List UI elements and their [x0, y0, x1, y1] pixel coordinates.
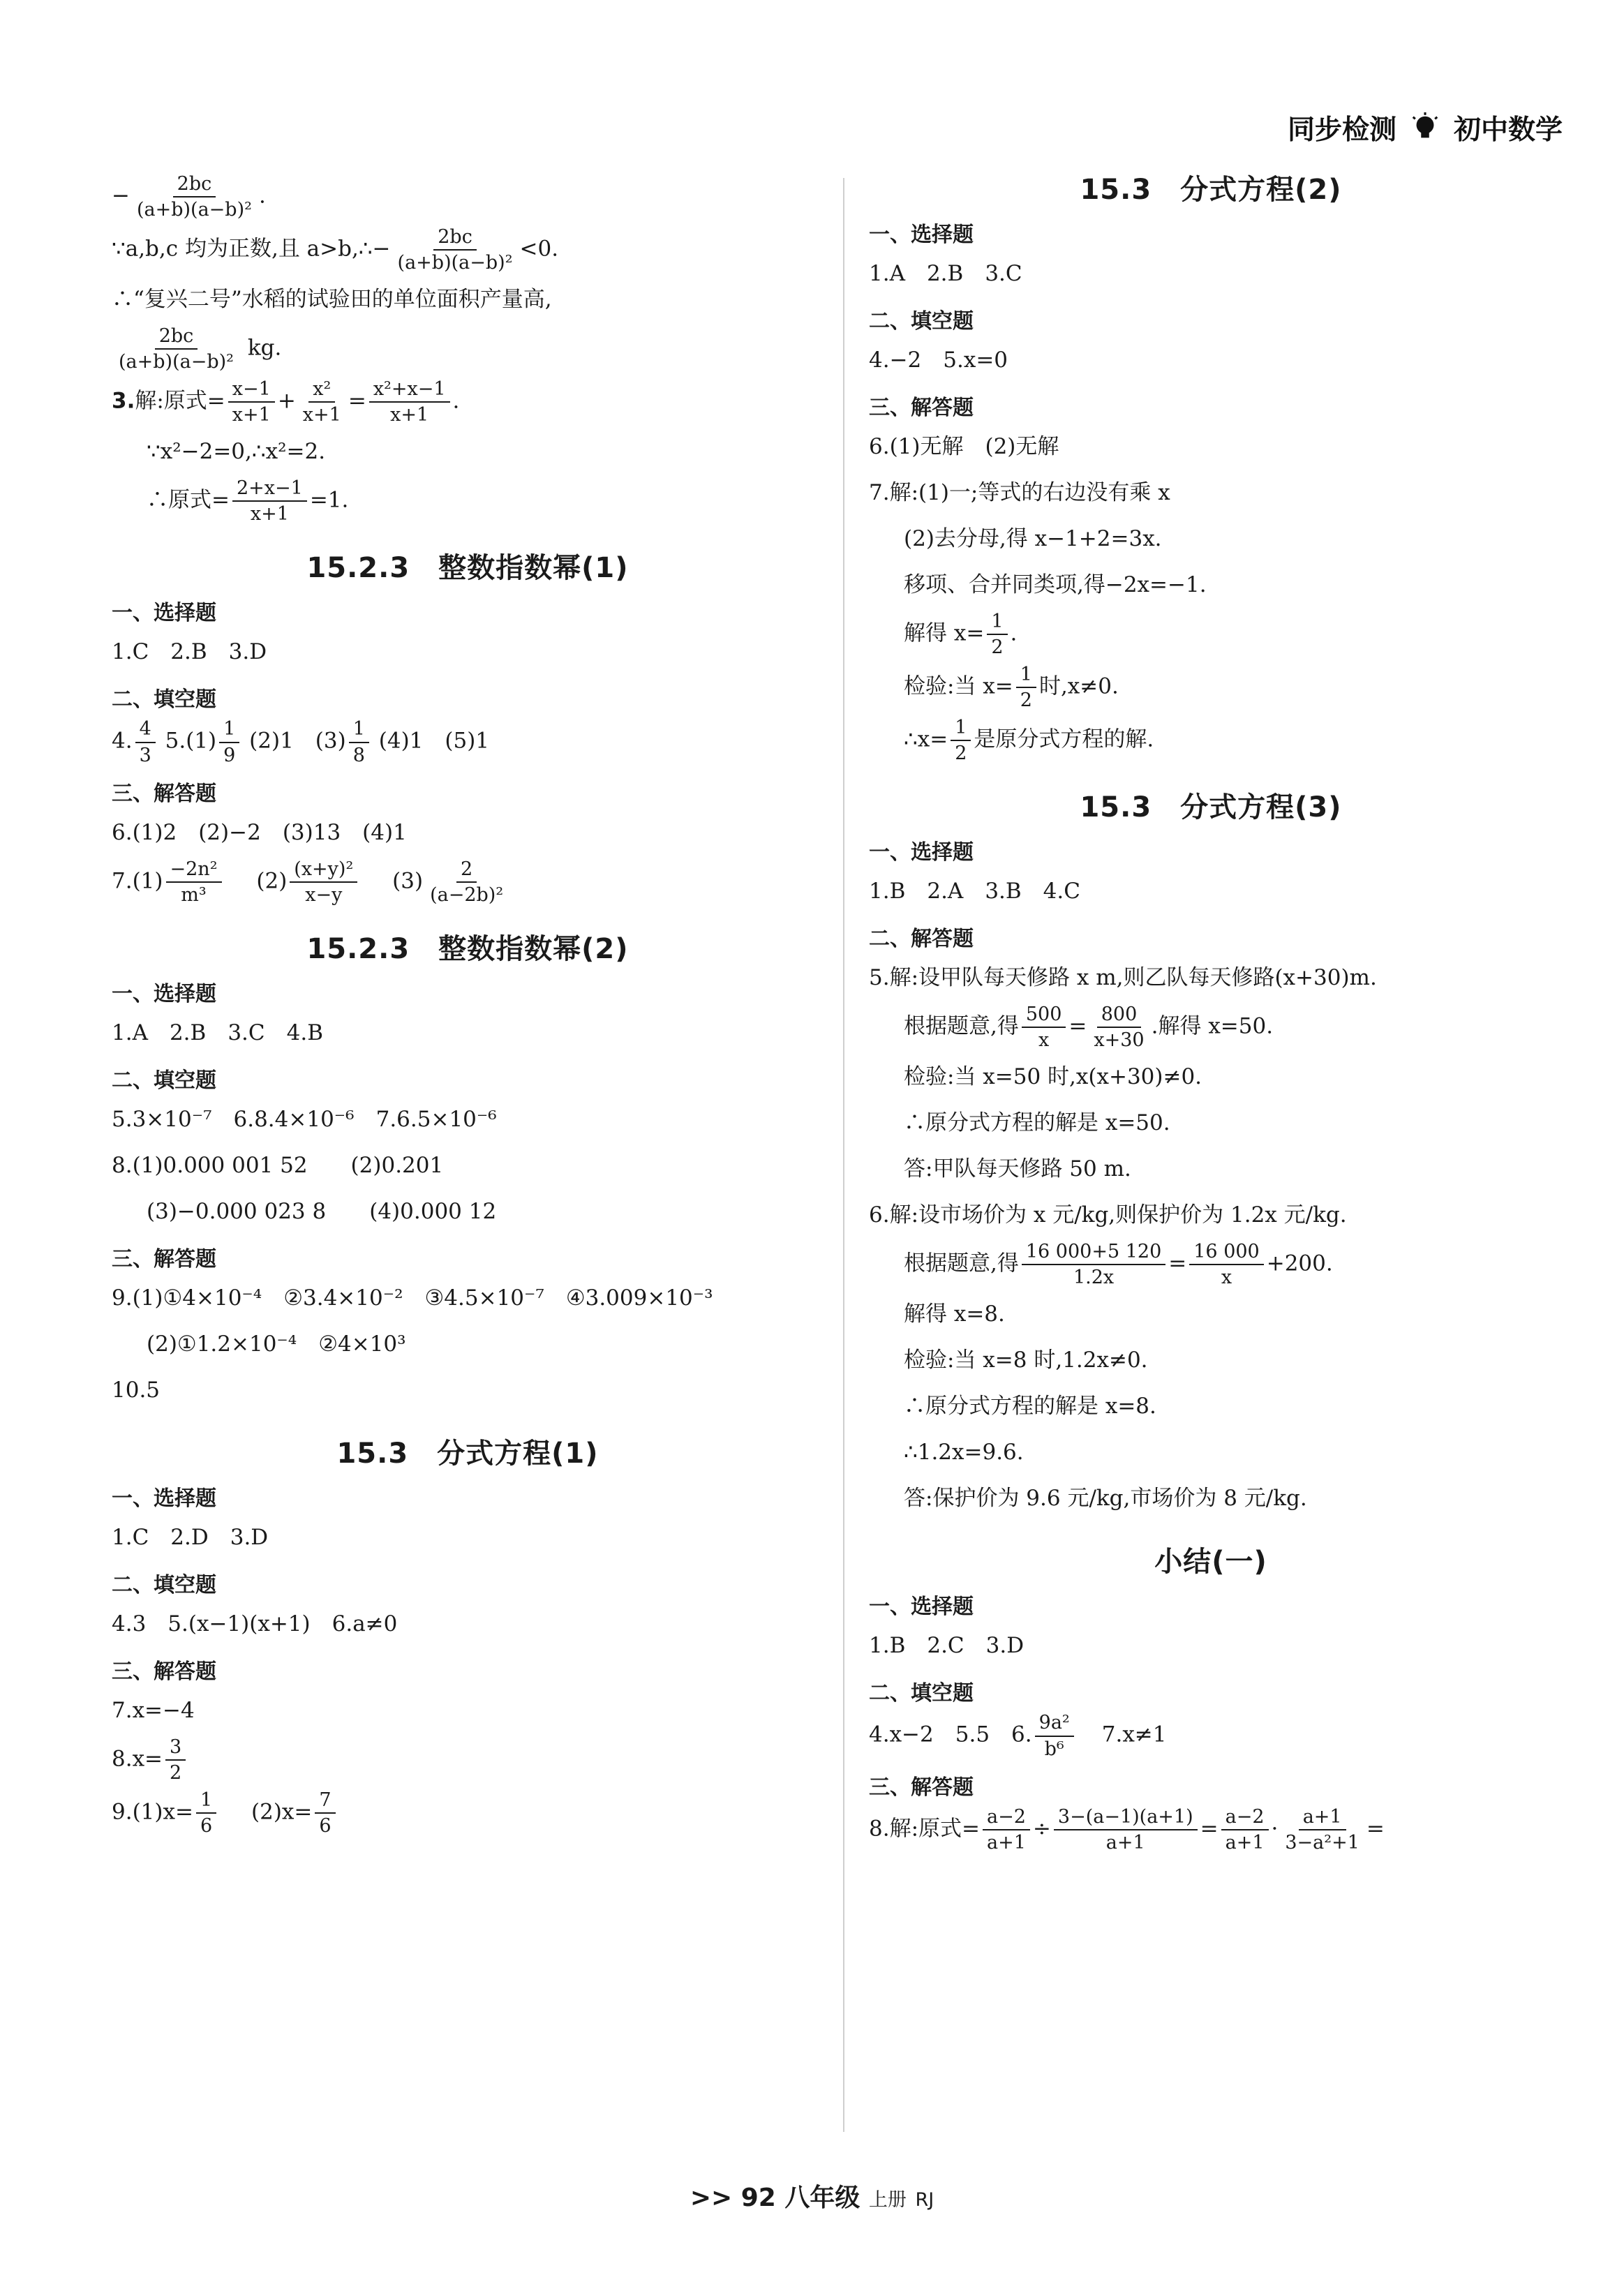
page-header [1288, 108, 1563, 147]
section-heading: 二、解答题 [869, 927, 974, 952]
answer-line: 8.x= $\frac{3}{2}$ [112, 1736, 830, 1784]
fraction: $\frac{3-(a-1)(a+1)}{a+1}$ [1054, 1806, 1198, 1853]
header-series-title: 同步检测 [1287, 114, 1396, 146]
answer-line: 7.解:(1)一;等式的右边没有乘 x [869, 480, 1170, 505]
fraction: $\frac{7}{6}$ [315, 1789, 335, 1837]
answer-line: 6.解:设市场价为 x 元/kg,则保护价为 1.2x 元/kg. [869, 1202, 1347, 1228]
fraction: $\frac{2bc}{\text{(a+b)(a−b)²}}$ [397, 226, 513, 274]
fraction: $\frac{2bc}{\text{(a+b)(a−b)²}}$ [136, 173, 252, 221]
section-heading: 二、填空题 [869, 309, 974, 334]
section-heading: 三、解答题 [112, 781, 216, 806]
answer-line: 检验:当 x= $\frac{1}{2}$ 时,x≠0. [904, 664, 1119, 712]
fraction: $\frac{2}{\text{(a−2b)²}}$ [430, 858, 504, 906]
left-column [105, 167, 830, 1842]
answer-line: 8.(1)0.000 001 52 (2)0.201 [112, 1152, 444, 1178]
answer-line: 4.3 5.(x−1)(x+1) 6.a≠0 [112, 1611, 398, 1636]
fraction: $\frac{1}{6}$ [196, 1789, 216, 1837]
answer-line: 7.x=−4 [112, 1697, 195, 1723]
section-heading: 二、填空题 [112, 1572, 216, 1597]
fraction: $\frac{a+1}{\text{3−a²+1}}$ [1285, 1805, 1359, 1853]
fraction: $\frac{\text{x²+x−1}}{x+1}$ [369, 378, 450, 426]
section-heading: 二、填空题 [112, 687, 216, 713]
answer-line: 10.5 [112, 1377, 161, 1403]
section-heading: 一、选择题 [112, 1486, 216, 1511]
answer-line: 1.A 2.B 3.C [869, 261, 1022, 286]
fraction: $\frac{1}{2}$ [1016, 664, 1036, 711]
fraction: $\frac{a-2}{a+1}$ [983, 1806, 1030, 1853]
question-3: 3.解:原式= $\frac{x-1}{x+1}$ + $\frac{\text{x²}}{x+1}$ = $\frac{\text{x²+x−1}}{x+1}$ . [112, 378, 460, 426]
section-title: 15.3 分式方程(3) [1080, 791, 1342, 824]
section-heading: 三、解答题 [112, 1246, 216, 1271]
fraction: $\frac{800}{x+30}$ [1094, 1004, 1145, 1052]
fraction: $\frac{1}{8}$ [349, 718, 369, 766]
answer-line: 9.(1)x= $\frac{1}{6}$ (2)x= $\frac{7}{6}$ [112, 1789, 830, 1837]
answer-line: ∴1.2x=9.6. [904, 1440, 1024, 1465]
answer-line: 答:甲队每天修路 50 m. [904, 1156, 1131, 1182]
answer-line: ∴原式= $\frac{2+x-1}{x+1}$ =1. [147, 477, 349, 525]
fraction: $\frac{\text{x²}}{x+1}$ [302, 378, 341, 426]
answer-line: 5.3×10⁻⁷ 6.8.4×10⁻⁶ 7.6.5×10⁻⁶ [112, 1106, 497, 1132]
answer-line: 1.B 2.A 3.B 4.C [869, 879, 1080, 904]
fraction: $\frac{16 000+5 120}{1.2x}$ [1022, 1241, 1165, 1288]
section-title: 15.2.3 整数指数幂(1) [306, 552, 629, 585]
section-title: 小结(一) [1154, 1546, 1267, 1579]
section-title: 15.3 分式方程(1) [336, 1437, 599, 1470]
answer-line: 解得 x= $\frac{1}{2}$ . [904, 611, 1018, 659]
page-number: 92 [740, 2184, 776, 2212]
footer-arrows: >> [690, 2184, 733, 2212]
answer-line: 根据题意,得 $\frac{16 000+5 120}{1.2x}$ = $\frac{16 000}{x}$ +200. [904, 1241, 1333, 1289]
answer-line: 9.(1)①4×10⁻⁴ ②3.4×10⁻² ③4.5×10⁻⁷ ④3.009×10⁻³ [112, 1285, 713, 1311]
answer-line: 移项、合并同类项,得−2x=−1. [904, 572, 1207, 597]
section-heading: 一、选择题 [869, 223, 974, 247]
answer-line: 解得 x=8. [904, 1301, 1005, 1327]
fraction: $\frac{\text{9a²}}{\text{b⁶}}$ [1035, 1712, 1074, 1759]
fraction: $\frac{2+x-1}{x+1}$ [232, 477, 307, 525]
fraction: $\frac{x-1}{x+1}$ [228, 378, 275, 426]
answer-line: ∴原分式方程的解是 x=50. [904, 1110, 1170, 1136]
section-title: 15.2.3 整数指数幂(2) [306, 932, 629, 965]
fraction: $\frac{\text{−2n²}}{\text{m³}}$ [166, 858, 222, 906]
fraction: $\frac{1}{2}$ [951, 717, 971, 764]
section-heading: 三、解答题 [112, 1659, 216, 1684]
section-heading: 三、解答题 [869, 1775, 974, 1800]
answer-line: (2)①1.2×10⁻⁴ ②4×10³ [147, 1331, 406, 1357]
answer-line: 7.(1) $\frac{\text{−2n²}}{\text{m³}}$ (2) $\frac{\text{(x+y)²}}{x-y}$ (3) $\frac{2}{\text{(a−2b)²}}$ [112, 858, 830, 906]
continued-line-1: − $\frac{2bc}{\text{(a+b)(a−b)²}}$ . [112, 173, 266, 221]
fraction: $\frac{4}{3}$ [135, 718, 156, 766]
answer-line: 答:保护价为 9.6 元/kg,市场价为 8 元/kg. [904, 1486, 1307, 1512]
fraction: $\frac{500}{x}$ [1022, 1004, 1066, 1051]
section-heading: 二、填空题 [869, 1681, 974, 1706]
fraction: $\frac{2bc}{\text{(a+b)(a−b)²}}$ [119, 325, 234, 373]
fraction: $\frac{a-2}{a+1}$ [1221, 1806, 1269, 1853]
answer-line: 4.x−2 5.5 6. $\frac{\text{9a²}}{\text{b⁶}}$ 7.x≠1 [869, 1712, 1167, 1760]
grade-label: 八年级 [784, 2184, 861, 2212]
fraction: $\frac{1}{2}$ [987, 611, 1007, 658]
fraction: $\frac{3}{2}$ [165, 1736, 186, 1784]
answer-line: 1.A 2.B 3.C 4.B [112, 1020, 323, 1045]
continued-line-4: $\frac{2bc}{\text{(a+b)(a−b)²}}$ kg. [112, 325, 830, 373]
page-footer [0, 2178, 1624, 2214]
continued-line-3: ∴“复兴二号”水稻的试验田的单位面积产量高, [112, 287, 552, 313]
answer-line: 根据题意,得 $\frac{500}{x}$ = $\frac{800}{x+30}$ .解得 x=50. [904, 1004, 1274, 1052]
section-title: 15.3 分式方程(2) [1080, 174, 1342, 206]
answer-line: 检验:当 x=8 时,1.2x≠0. [904, 1348, 1148, 1373]
answer-line: 6.(1)无解 (2)无解 [869, 434, 1059, 459]
answer-line: 1.C 2.D 3.D [112, 1524, 269, 1550]
edition-label: RJ [915, 2189, 934, 2211]
header-subject: 初中数学 [1453, 114, 1563, 146]
answer-line: 4. $\frac{4}{3}$ 5.(1) $\frac{1}{9}$ (2)1 (3) $\frac{1}{8}$ (4)1 (5)1 [112, 718, 490, 766]
volume-label: 上册 [868, 2189, 907, 2211]
answer-line: 1.C 2.B 3.D [112, 639, 267, 665]
answer-line: 检验:当 x=50 时,x(x+30)≠0. [904, 1064, 1202, 1090]
answer-line: (3)−0.000 023 8 (4)0.000 12 [147, 1198, 497, 1224]
answer-line: 6.(1)2 (2)−2 (3)13 (4)1 [112, 819, 407, 845]
answer-line: ∴原分式方程的解是 x=8. [904, 1394, 1156, 1419]
section-heading: 三、解答题 [869, 396, 974, 420]
answer-line: 8.解:原式= $\frac{a-2}{a+1}$ ÷ $\frac{3-(a-1)(a+1)}{a+1}$ = $\frac{a-2}{a+1}$ · $\frac{a+1}{\text{3−a²+1}}$ = [869, 1805, 1385, 1853]
section-heading: 一、选择题 [869, 1595, 974, 1620]
section-heading: 一、选择题 [869, 840, 974, 865]
fraction: $\frac{16 000}{x}$ [1189, 1241, 1263, 1288]
lightbulb-icon [1409, 112, 1441, 144]
section-heading: 二、填空题 [112, 1068, 216, 1093]
answer-line: 1.B 2.C 3.D [869, 1633, 1025, 1659]
answer-line: 5.解:设甲队每天修路 x m,则乙队每天修路(x+30)m. [869, 965, 1377, 991]
fraction: $\frac{1}{9}$ [219, 718, 239, 766]
continued-line-2: ∵a,b,c 均为正数,且 a>b,∴− $\frac{2bc}{\text{(a+b)(a−b)²}}$ <0. [112, 226, 559, 274]
column-divider [843, 178, 844, 2132]
section-heading: 一、选择题 [112, 601, 216, 626]
fraction: $\frac{\text{(x+y)²}}{x-y}$ [290, 858, 357, 906]
right-column [862, 167, 1560, 1859]
answer-line: ∴x= $\frac{1}{2}$ 是原分式方程的解. [904, 717, 1154, 765]
section-heading: 一、选择题 [112, 981, 216, 1006]
answer-line: 4.−2 5.x=0 [869, 348, 1008, 373]
answer-line: ∵x²−2=0,∴x²=2. [147, 439, 326, 465]
answer-line: (2)去分母,得 x−1+2=3x. [904, 526, 1162, 551]
